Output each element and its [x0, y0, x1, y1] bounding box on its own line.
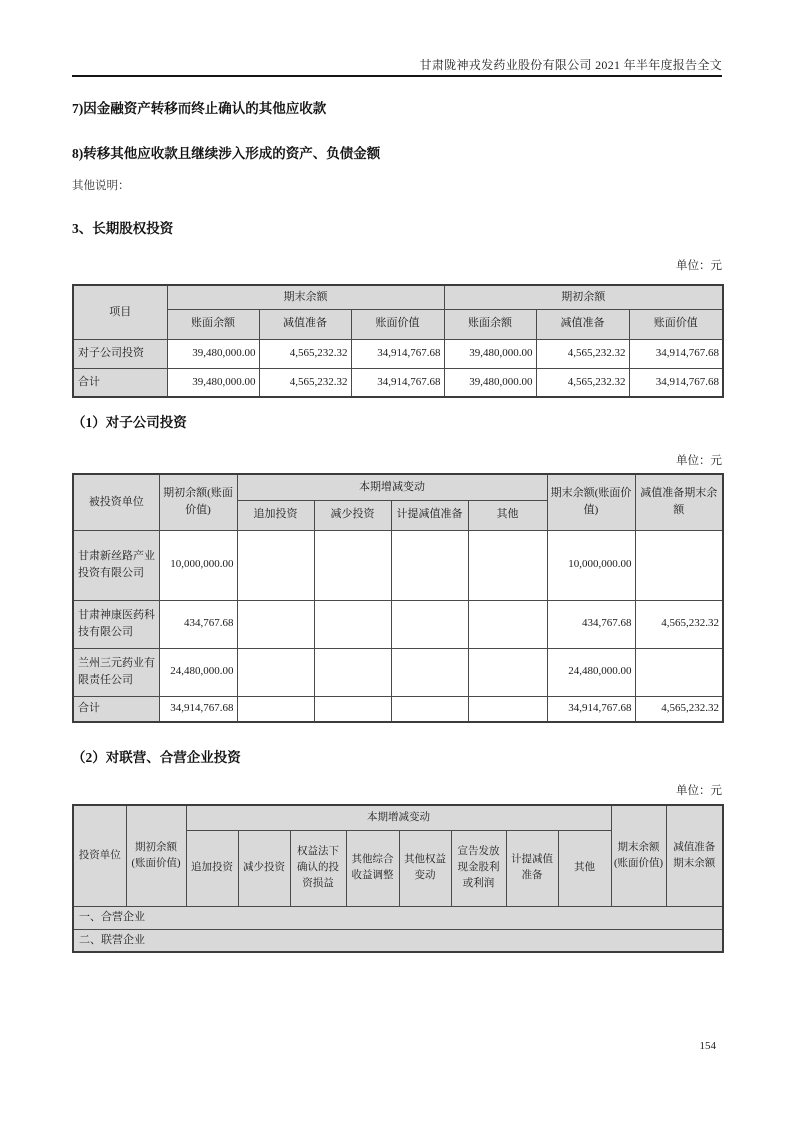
t1-header-period-end: 期末余额 — [167, 285, 444, 309]
table-row — [73, 368, 723, 397]
table-row — [73, 929, 723, 952]
t2-cell: 10,000,000.00 — [159, 530, 237, 600]
t1-row-label: 对子公司投资 — [73, 339, 167, 368]
unit-label-2: 单位：元 — [676, 455, 722, 467]
t2-header-end-balance: 期末余额(账面价值) — [547, 474, 635, 530]
subsection-1-heading: （1）对子公司投资 — [72, 415, 187, 430]
t2-cell — [391, 600, 468, 648]
t2-cell — [468, 600, 547, 648]
t2-cell — [237, 600, 314, 648]
t1-cell: 34,914,767.68 — [629, 368, 723, 397]
t3-subheader: 其他权益变动 — [399, 830, 451, 906]
t2-subheader: 计提减值准备 — [391, 500, 468, 530]
t2-cell: 4,565,232.32 — [635, 696, 723, 722]
t2-cell — [468, 696, 547, 722]
t1-cell: 39,480,000.00 — [167, 368, 259, 397]
t1-cell: 39,480,000.00 — [444, 339, 536, 368]
t1-subheader: 减值准备 — [536, 309, 629, 339]
t1-cell: 4,565,232.32 — [259, 339, 351, 368]
section-3-heading: 3、长期股权投资 — [72, 221, 174, 236]
t1-subheader: 减值准备 — [259, 309, 351, 339]
t2-row-label: 合计 — [73, 696, 159, 722]
t3-subheader: 追加投资 — [186, 830, 238, 906]
t2-cell: 34,914,767.68 — [547, 696, 635, 722]
table-row — [73, 339, 723, 368]
t2-cell: 10,000,000.00 — [547, 530, 635, 600]
t3-header-period-change: 本期增减变动 — [186, 805, 611, 830]
table-row — [73, 530, 723, 600]
joint-venture-investment-table — [72, 804, 724, 953]
t1-row-label: 合计 — [73, 368, 167, 397]
long-term-equity-table — [72, 284, 724, 398]
t2-cell — [468, 648, 547, 696]
t3-header-begin-balance: 期初余额(账面价值) — [126, 805, 186, 906]
heading-item-8: 8)转移其他应收款且继续涉入形成的资产、负债金额 — [72, 146, 381, 161]
t2-cell — [237, 648, 314, 696]
t3-subheader: 其他综合收益调整 — [346, 830, 399, 906]
t2-cell — [314, 648, 391, 696]
unit-label-1: 单位：元 — [676, 260, 722, 272]
t3-section-row: 一、合营企业 — [73, 906, 723, 929]
t2-cell: 24,480,000.00 — [159, 648, 237, 696]
t2-cell — [237, 530, 314, 600]
t1-cell: 4,565,232.32 — [536, 368, 629, 397]
subsidiary-investment-table — [72, 473, 724, 723]
t2-row-label: 甘肃新丝路产业投资有限公司 — [73, 530, 159, 600]
table-row — [73, 648, 723, 696]
t1-cell: 34,914,767.68 — [629, 339, 723, 368]
t1-cell: 39,480,000.00 — [167, 339, 259, 368]
t2-cell — [635, 530, 723, 600]
t3-header-impairment-end: 减值准备期末余额 — [666, 805, 723, 906]
t2-row-label: 甘肃神康医药科技有限公司 — [73, 600, 159, 648]
t2-subheader: 其他 — [468, 500, 547, 530]
t2-cell — [468, 530, 547, 600]
t1-subheader: 账面余额 — [167, 309, 259, 339]
header-divider-line — [72, 75, 722, 77]
t2-cell — [391, 648, 468, 696]
t1-subheader: 账面价值 — [351, 309, 444, 339]
t1-cell: 34,914,767.68 — [351, 368, 444, 397]
t2-header-impairment-end: 减值准备期末余额 — [635, 474, 723, 530]
t3-subheader: 权益法下确认的投资损益 — [290, 830, 346, 906]
t2-subheader: 减少投资 — [314, 500, 391, 530]
t2-header-investee: 被投资单位 — [73, 474, 159, 530]
t2-cell — [391, 530, 468, 600]
t1-header-item: 项目 — [73, 285, 167, 339]
t2-cell: 4,565,232.32 — [635, 600, 723, 648]
table-row — [73, 696, 723, 722]
t2-cell — [237, 696, 314, 722]
t3-subheader: 计提减值准备 — [506, 830, 558, 906]
t3-section-row: 二、联营企业 — [73, 929, 723, 952]
t2-cell: 434,767.68 — [547, 600, 635, 648]
t1-cell: 4,565,232.32 — [536, 339, 629, 368]
t3-subheader: 减少投资 — [238, 830, 290, 906]
t2-cell — [314, 530, 391, 600]
t2-cell: 434,767.68 — [159, 600, 237, 648]
t1-cell: 4,565,232.32 — [259, 368, 351, 397]
t3-header-end-balance: 期末余额(账面价值) — [611, 805, 666, 906]
table-row — [73, 906, 723, 929]
t2-cell — [635, 648, 723, 696]
t2-cell — [314, 696, 391, 722]
t2-cell — [391, 696, 468, 722]
t2-header-begin-balance: 期初余额(账面价值) — [159, 474, 237, 530]
t1-cell: 34,914,767.68 — [351, 339, 444, 368]
report-header-title: 甘肃陇神戎发药业股份有限公司 2021 年半年度报告全文 — [419, 58, 722, 72]
t2-row-label: 兰州三元药业有限责任公司 — [73, 648, 159, 696]
t1-header-period-begin: 期初余额 — [444, 285, 723, 309]
heading-item-7: 7)因金融资产转移而终止确认的其他应收款 — [72, 101, 327, 116]
t2-cell: 24,480,000.00 — [547, 648, 635, 696]
t3-subheader: 宣告发放现金股利或利润 — [451, 830, 506, 906]
other-note-label: 其他说明： — [72, 180, 130, 192]
unit-label-3: 单位：元 — [676, 785, 722, 797]
subsection-2-heading: （2）对联营、合营企业投资 — [72, 750, 241, 765]
table-row — [73, 600, 723, 648]
t2-cell: 34,914,767.68 — [159, 696, 237, 722]
t1-cell: 39,480,000.00 — [444, 368, 536, 397]
t1-subheader: 账面余额 — [444, 309, 536, 339]
page-number: 154 — [699, 1040, 716, 1052]
t2-subheader: 追加投资 — [237, 500, 314, 530]
t3-subheader: 其他 — [558, 830, 611, 906]
t1-subheader: 账面价值 — [629, 309, 723, 339]
t2-cell — [314, 600, 391, 648]
t2-header-period-change: 本期增减变动 — [237, 474, 547, 500]
t3-header-investor: 投资单位 — [73, 805, 126, 906]
